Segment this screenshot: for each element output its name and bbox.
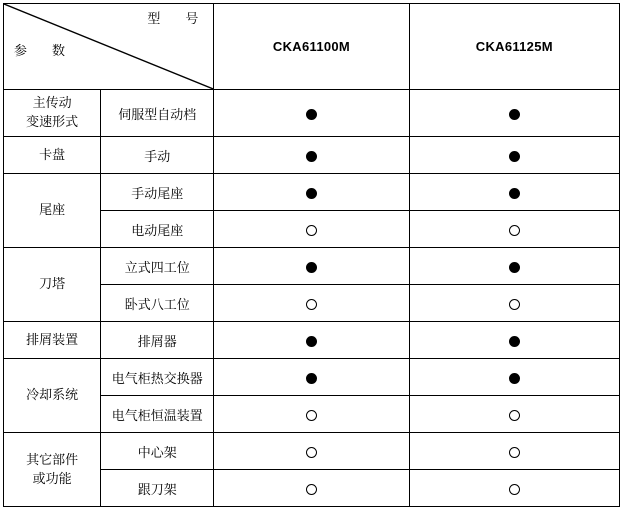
mark-cell xyxy=(214,396,409,433)
mark-filled-icon xyxy=(509,109,520,120)
mark-filled-icon xyxy=(509,188,520,199)
item-cell: 立式四工位 xyxy=(101,248,214,285)
mark-filled-icon xyxy=(509,151,520,162)
header-label-parameter: 参 数 xyxy=(14,43,72,58)
header-model-2: CKA61125M xyxy=(409,4,619,90)
table-row xyxy=(4,322,620,359)
mark-hollow-icon xyxy=(306,447,317,458)
configuration-table xyxy=(3,3,620,507)
item-cell: 排屑器 xyxy=(101,322,214,359)
mark-cell xyxy=(409,90,619,137)
category-cell: 排屑装置 xyxy=(4,322,101,359)
item-cell: 电动尾座 xyxy=(101,211,214,248)
mark-filled-icon xyxy=(509,262,520,273)
mark-hollow-icon xyxy=(509,447,520,458)
item-cell: 手动尾座 xyxy=(101,174,214,211)
table-row xyxy=(4,433,620,470)
category-line: 主传动 xyxy=(32,95,72,111)
mark-cell xyxy=(214,285,409,322)
mark-filled-icon xyxy=(509,373,520,384)
mark-cell xyxy=(214,137,409,174)
table-row xyxy=(4,137,620,174)
table-header-row xyxy=(4,4,620,90)
table-row xyxy=(4,90,620,137)
mark-hollow-icon xyxy=(509,299,520,310)
mark-filled-icon xyxy=(306,109,317,120)
category-cell: 卡盘 xyxy=(4,137,101,174)
diagonal-header-cell xyxy=(4,4,214,90)
mark-cell xyxy=(214,322,409,359)
category-cell xyxy=(4,433,101,507)
mark-cell xyxy=(214,90,409,137)
item-cell: 手动 xyxy=(101,137,214,174)
category-cell: 尾座 xyxy=(4,174,101,248)
mark-hollow-icon xyxy=(509,225,520,236)
mark-cell xyxy=(214,248,409,285)
item-cell: 伺服型自动档 xyxy=(101,90,214,137)
item-cell: 跟刀架 xyxy=(101,470,214,507)
item-cell: 电气柜热交换器 xyxy=(101,359,214,396)
item-cell: 中心架 xyxy=(101,433,214,470)
mark-cell xyxy=(409,396,619,433)
mark-cell xyxy=(214,359,409,396)
mark-cell xyxy=(409,359,619,396)
mark-cell xyxy=(214,470,409,507)
item-cell: 卧式八工位 xyxy=(101,285,214,322)
table-row xyxy=(4,359,620,396)
category-cell xyxy=(4,90,101,137)
header-model-1: CKA61100M xyxy=(214,4,409,90)
mark-cell xyxy=(214,433,409,470)
category-line: 或功能 xyxy=(32,470,72,486)
mark-filled-icon xyxy=(306,336,317,347)
category-cell: 冷却系统 xyxy=(4,359,101,433)
mark-cell xyxy=(409,470,619,507)
header-label-model: 型 号 xyxy=(147,11,205,26)
mark-cell xyxy=(409,174,619,211)
category-cell: 刀塔 xyxy=(4,248,101,322)
mark-filled-icon xyxy=(306,151,317,162)
mark-cell xyxy=(409,248,619,285)
mark-filled-icon xyxy=(306,262,317,273)
mark-hollow-icon xyxy=(306,299,317,310)
mark-hollow-icon xyxy=(306,225,317,236)
item-cell: 电气柜恒温装置 xyxy=(101,396,214,433)
table-row xyxy=(4,174,620,211)
mark-hollow-icon xyxy=(306,484,317,495)
mark-filled-icon xyxy=(306,373,317,384)
mark-cell xyxy=(409,433,619,470)
mark-cell xyxy=(409,285,619,322)
mark-hollow-icon xyxy=(306,410,317,421)
mark-cell xyxy=(409,322,619,359)
mark-cell xyxy=(214,174,409,211)
mark-filled-icon xyxy=(509,336,520,347)
mark-cell xyxy=(214,211,409,248)
mark-hollow-icon xyxy=(509,484,520,495)
mark-filled-icon xyxy=(306,188,317,199)
category-line: 变速形式 xyxy=(26,114,79,129)
spec-table-sheet xyxy=(0,3,620,524)
table-row xyxy=(4,248,620,285)
category-line: 其它部件 xyxy=(26,451,79,467)
mark-hollow-icon xyxy=(509,410,520,421)
mark-cell xyxy=(409,211,619,248)
mark-cell xyxy=(409,137,619,174)
